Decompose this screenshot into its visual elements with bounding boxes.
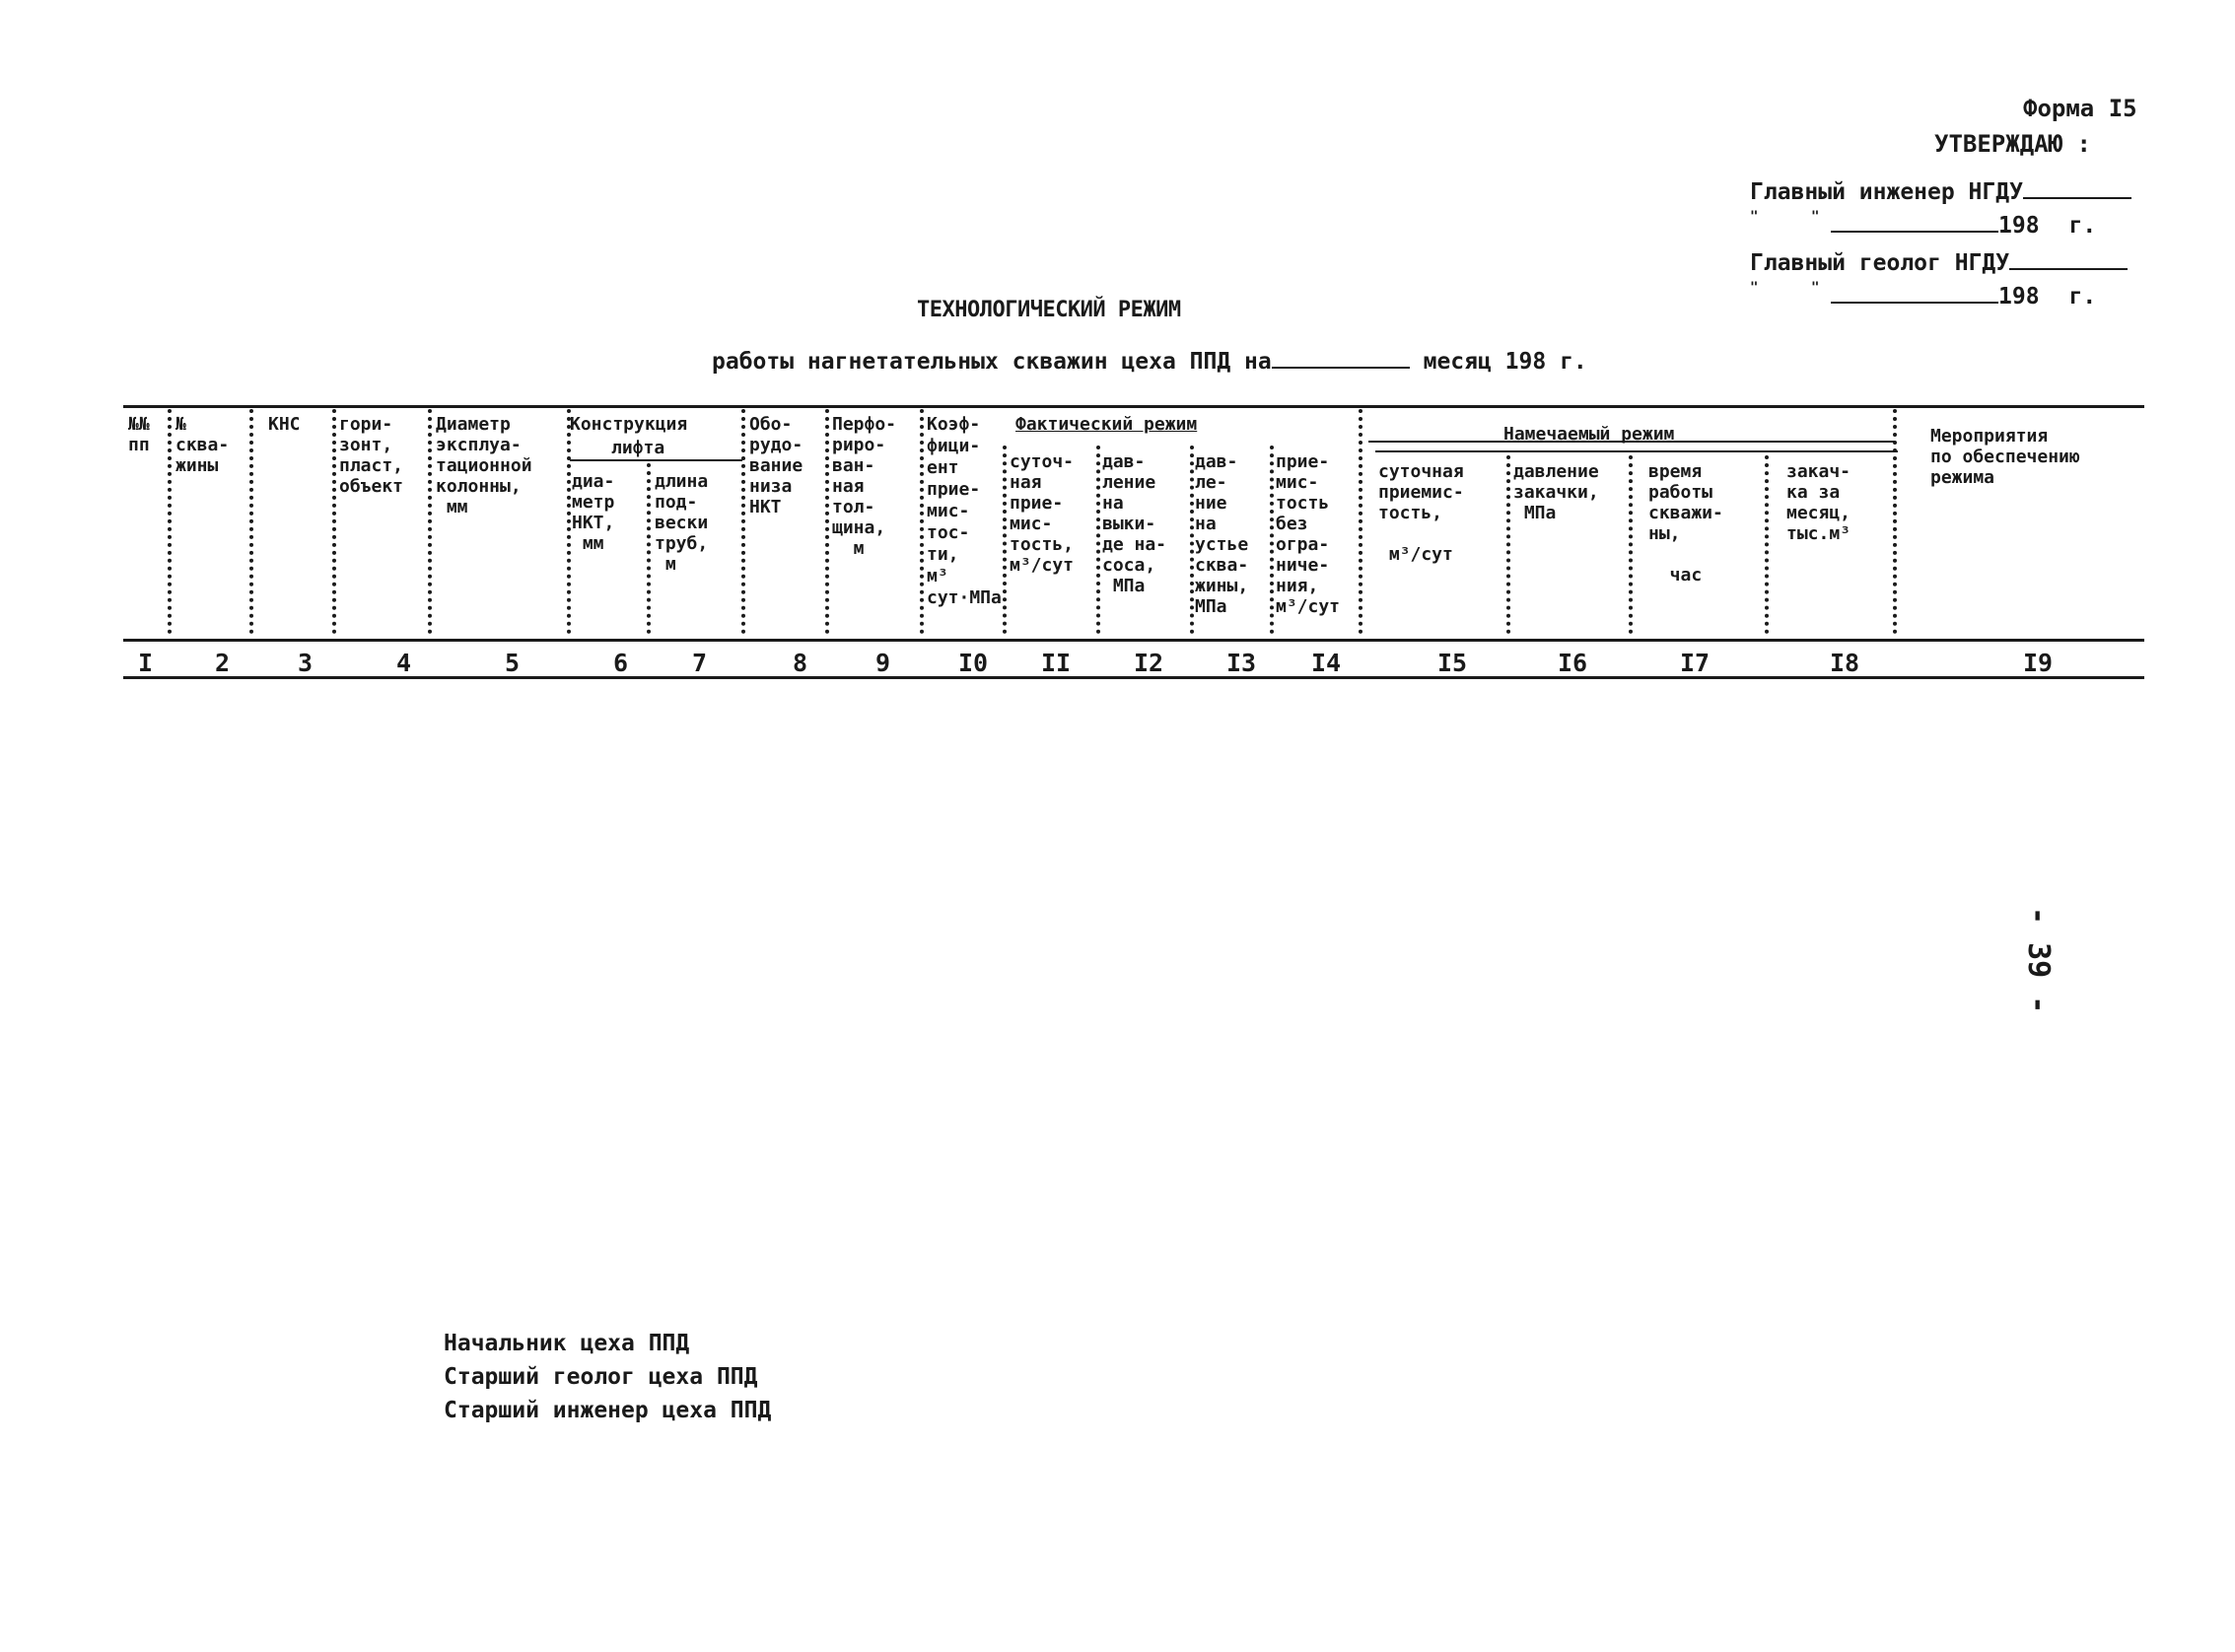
header-lift: лифта bbox=[611, 438, 665, 458]
planned-group-rule bbox=[1375, 450, 1898, 452]
month-field[interactable] bbox=[1272, 345, 1410, 369]
col-number: I3 bbox=[1226, 649, 1257, 677]
col-divider bbox=[647, 463, 651, 634]
col-header-9: Перфо- риро- ван- ная тол- щина, м bbox=[832, 414, 897, 559]
col-header-6: диа- метр НКТ, мм bbox=[572, 471, 615, 554]
header-actual-regime: Фактический режим bbox=[1015, 414, 1198, 435]
col-number: I0 bbox=[958, 649, 989, 677]
signature-senior-geologist: Старший геолог цеха ППД bbox=[444, 1364, 758, 1390]
col-divider bbox=[1765, 455, 1769, 634]
chief-engineer-year: 198 bbox=[1998, 213, 2040, 239]
chief-geologist-line bbox=[1750, 246, 2128, 276]
chief-engineer-label: Главный инженер НГДУ bbox=[1750, 179, 2023, 205]
chief-engineer-date-field[interactable] bbox=[1831, 209, 1998, 233]
document-subtitle: работы нагнетательных скважин цеха ППД на месяц 198 г. bbox=[712, 345, 1587, 375]
col-divider bbox=[1506, 455, 1510, 634]
signature-shop-head: Начальник цеха ППД bbox=[444, 1331, 690, 1356]
col-header-13: дав- ле- ние на устье сква- жины, МПа bbox=[1195, 451, 1249, 617]
header-construction: Конструкция bbox=[570, 414, 688, 435]
col-number: I5 bbox=[1437, 649, 1468, 677]
form-number: Форма I5 bbox=[2023, 95, 2137, 122]
chief-geologist-label: Главный геолог НГДУ bbox=[1750, 250, 2010, 276]
col-number: 3 bbox=[298, 649, 314, 677]
col-divider bbox=[825, 409, 829, 634]
col-number: I8 bbox=[1830, 649, 1860, 677]
col-number: 7 bbox=[692, 649, 708, 677]
col-divider bbox=[741, 409, 745, 634]
col-divider bbox=[567, 409, 571, 634]
chief-engineer-date-line: " " 198 г. bbox=[1750, 209, 2097, 239]
col-divider bbox=[249, 409, 253, 634]
col-header-7: длина под- вески труб, м bbox=[655, 471, 709, 575]
col-divider bbox=[1893, 409, 1897, 634]
col-header-19: Мероприятия по обеспечению режима bbox=[1930, 426, 2080, 488]
col-number: I7 bbox=[1680, 649, 1711, 677]
col-header-14: прие- мис- тость без огра- ниче- ния, м³/сут bbox=[1276, 451, 1341, 617]
col-divider bbox=[1270, 446, 1274, 634]
col-header-5: Диаметр эксплуа- тационной колонны, мм bbox=[436, 414, 532, 517]
lift-group-rule bbox=[570, 459, 742, 461]
col-divider bbox=[1359, 409, 1362, 634]
chief-engineer-line bbox=[1750, 175, 2131, 205]
page-number: - 39 - bbox=[2021, 907, 2056, 1014]
col-divider bbox=[1629, 455, 1633, 634]
col-divider bbox=[920, 409, 924, 634]
header-planned-regime: Намечаемый режим bbox=[1503, 424, 1675, 445]
col-divider bbox=[428, 409, 432, 634]
approve-label: УТВЕРЖДАЮ : bbox=[1934, 130, 2091, 158]
col-header-4: гори- зонт, пласт, объект bbox=[339, 414, 404, 497]
col-header-10: Коэф- фици- ент прие- мис- тос- ти, м³ сут·МПа bbox=[927, 414, 1002, 608]
col-header-1: №№ пп bbox=[128, 414, 150, 455]
chief-geologist-date-line: " " 198 г. bbox=[1750, 280, 2097, 310]
col-header-17: время работы скважи- ны, час bbox=[1648, 461, 1723, 585]
col-divider bbox=[1003, 446, 1007, 634]
col-number: I bbox=[138, 649, 154, 677]
chief-geologist-year-suffix: г. bbox=[2068, 284, 2097, 310]
col-number: 5 bbox=[505, 649, 521, 677]
col-number: 2 bbox=[215, 649, 231, 677]
col-number: 4 bbox=[396, 649, 412, 677]
col-number: I2 bbox=[1134, 649, 1164, 677]
col-header-2: № сква- жины bbox=[175, 414, 230, 476]
col-header-3: КНС bbox=[268, 414, 301, 435]
document-title: ТЕХНОЛОГИЧЕСКИЙ РЕЖИМ bbox=[917, 298, 1181, 322]
col-number: 6 bbox=[613, 649, 629, 677]
col-divider bbox=[168, 409, 172, 634]
table-header-rule bbox=[123, 639, 2144, 642]
col-header-16: давление закачки, МПа bbox=[1513, 461, 1599, 523]
col-number: II bbox=[1041, 649, 1072, 677]
table-top-rule bbox=[123, 405, 2144, 408]
chief-geologist-year: 198 bbox=[1998, 284, 2040, 310]
chief-engineer-signature-field[interactable] bbox=[2023, 175, 2131, 199]
col-header-15: суточная приемис- тость, м³/сут bbox=[1378, 461, 1464, 565]
col-number: 8 bbox=[793, 649, 808, 677]
col-divider bbox=[1190, 446, 1194, 634]
col-number: I4 bbox=[1311, 649, 1342, 677]
col-number: I6 bbox=[1558, 649, 1588, 677]
col-divider bbox=[1096, 446, 1100, 634]
chief-engineer-year-suffix: г. bbox=[2068, 213, 2097, 239]
chief-geologist-date-field[interactable] bbox=[1831, 280, 1998, 304]
col-header-18: закач- ка за месяц, тыс.м³ bbox=[1786, 461, 1851, 544]
signature-senior-engineer: Старший инженер цеха ППД bbox=[444, 1398, 772, 1423]
chief-geologist-signature-field[interactable] bbox=[2009, 246, 2128, 270]
col-header-8: Обо- рудо- вание низа НКТ bbox=[749, 414, 803, 517]
col-number: I9 bbox=[2023, 649, 2054, 677]
col-header-11: суточ- ная прие- мис- тость, м³/сут bbox=[1010, 451, 1075, 576]
col-number: 9 bbox=[875, 649, 891, 677]
col-header-12: дав- ление на выки- де на- соса, МПа bbox=[1102, 451, 1167, 596]
col-divider bbox=[332, 409, 336, 634]
